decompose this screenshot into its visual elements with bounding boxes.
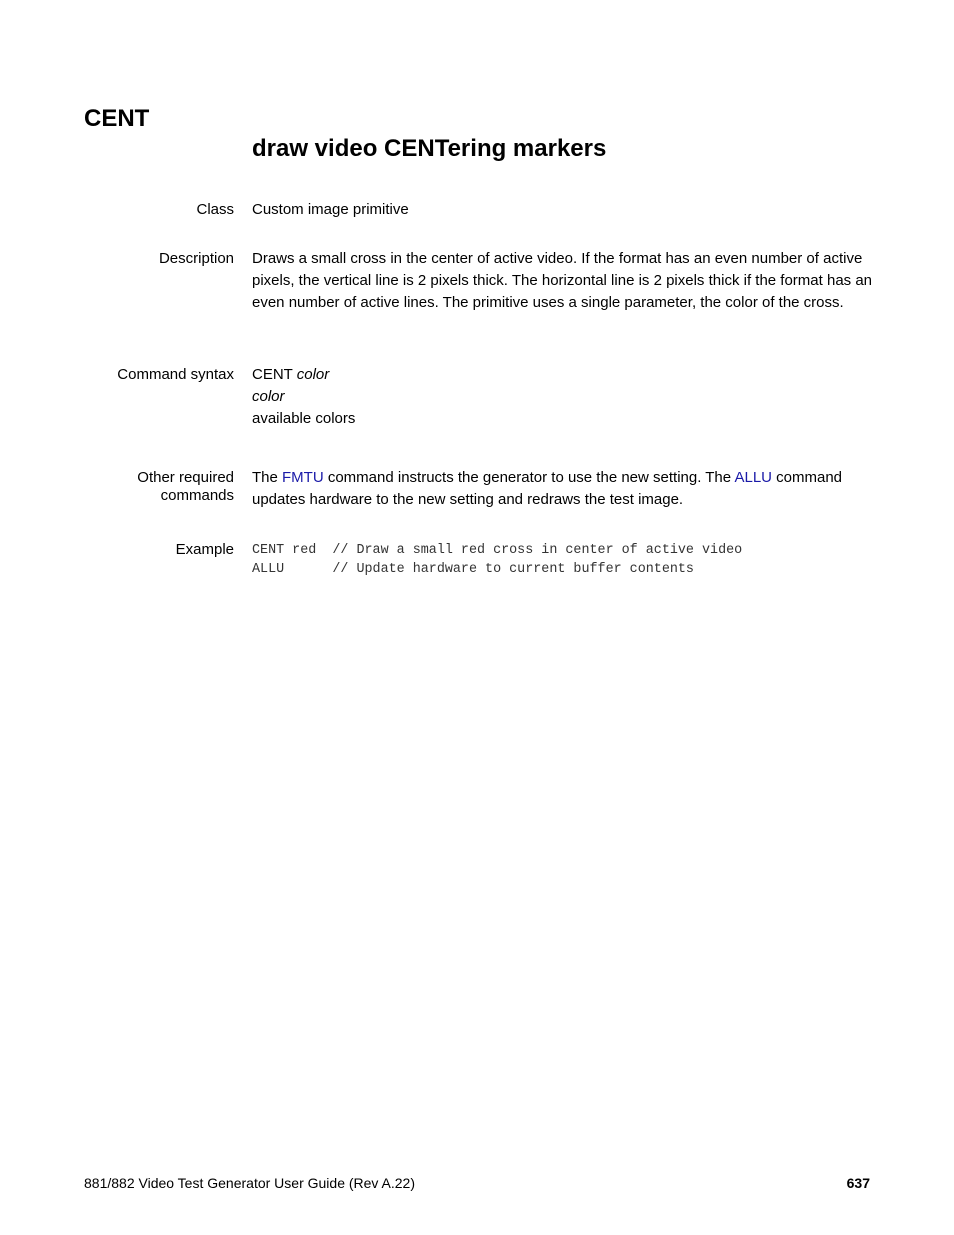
other-required-label-line2: commands xyxy=(160,487,234,504)
example-code-block xyxy=(252,541,872,579)
example-code-line: CENT red // Draw a small red cross in center of active video xyxy=(252,543,743,558)
description-text xyxy=(252,248,872,314)
other-required-text-3: command updates hardware to the new setting and redraws the test image. xyxy=(252,469,843,508)
footer-guide-title: 881/882 Video Test Generator User Guide (Rev A.22) xyxy=(84,1175,416,1191)
other-required-text-2: command instructs the generator to use the new setting. The xyxy=(323,469,735,486)
class-label: Class xyxy=(196,201,234,218)
command-name: CENT xyxy=(84,105,150,132)
example-code-line: ALLU // Update hardware to current buffer contents xyxy=(252,562,694,577)
other-required-text xyxy=(252,467,872,511)
description-label: Description xyxy=(158,250,234,267)
command-syntax-label: Command syntax xyxy=(117,366,234,383)
other-required-label-line1: Other required xyxy=(137,469,234,486)
syntax-line xyxy=(252,364,872,386)
syntax-command: CENT xyxy=(252,366,293,383)
other-required-label xyxy=(74,469,234,505)
param-description: available colors xyxy=(252,410,356,427)
example-label: Example xyxy=(175,541,234,558)
fmtu-link[interactable]: FMTU xyxy=(282,469,324,486)
other-required-paragraph xyxy=(252,467,872,511)
syntax-param: color xyxy=(296,366,330,383)
other-required-text-1: The xyxy=(252,469,283,486)
command-title: draw video CENTering markers xyxy=(252,135,607,162)
param-name: color xyxy=(252,388,285,405)
class-value: Custom image primitive xyxy=(252,201,409,218)
footer-page-number: 637 xyxy=(846,1175,870,1191)
description-paragraph: Draws a small cross in the center of active video. If the format has an even number of active pixels, the vertical line is 2 pixels thick. The horizontal line is 2 pixels thick if the format has an even number of active lines. The primitive uses a single parameter, the color of the cross. xyxy=(252,250,873,311)
allu-link[interactable]: ALLU xyxy=(734,469,772,486)
command-syntax-body xyxy=(252,364,872,430)
